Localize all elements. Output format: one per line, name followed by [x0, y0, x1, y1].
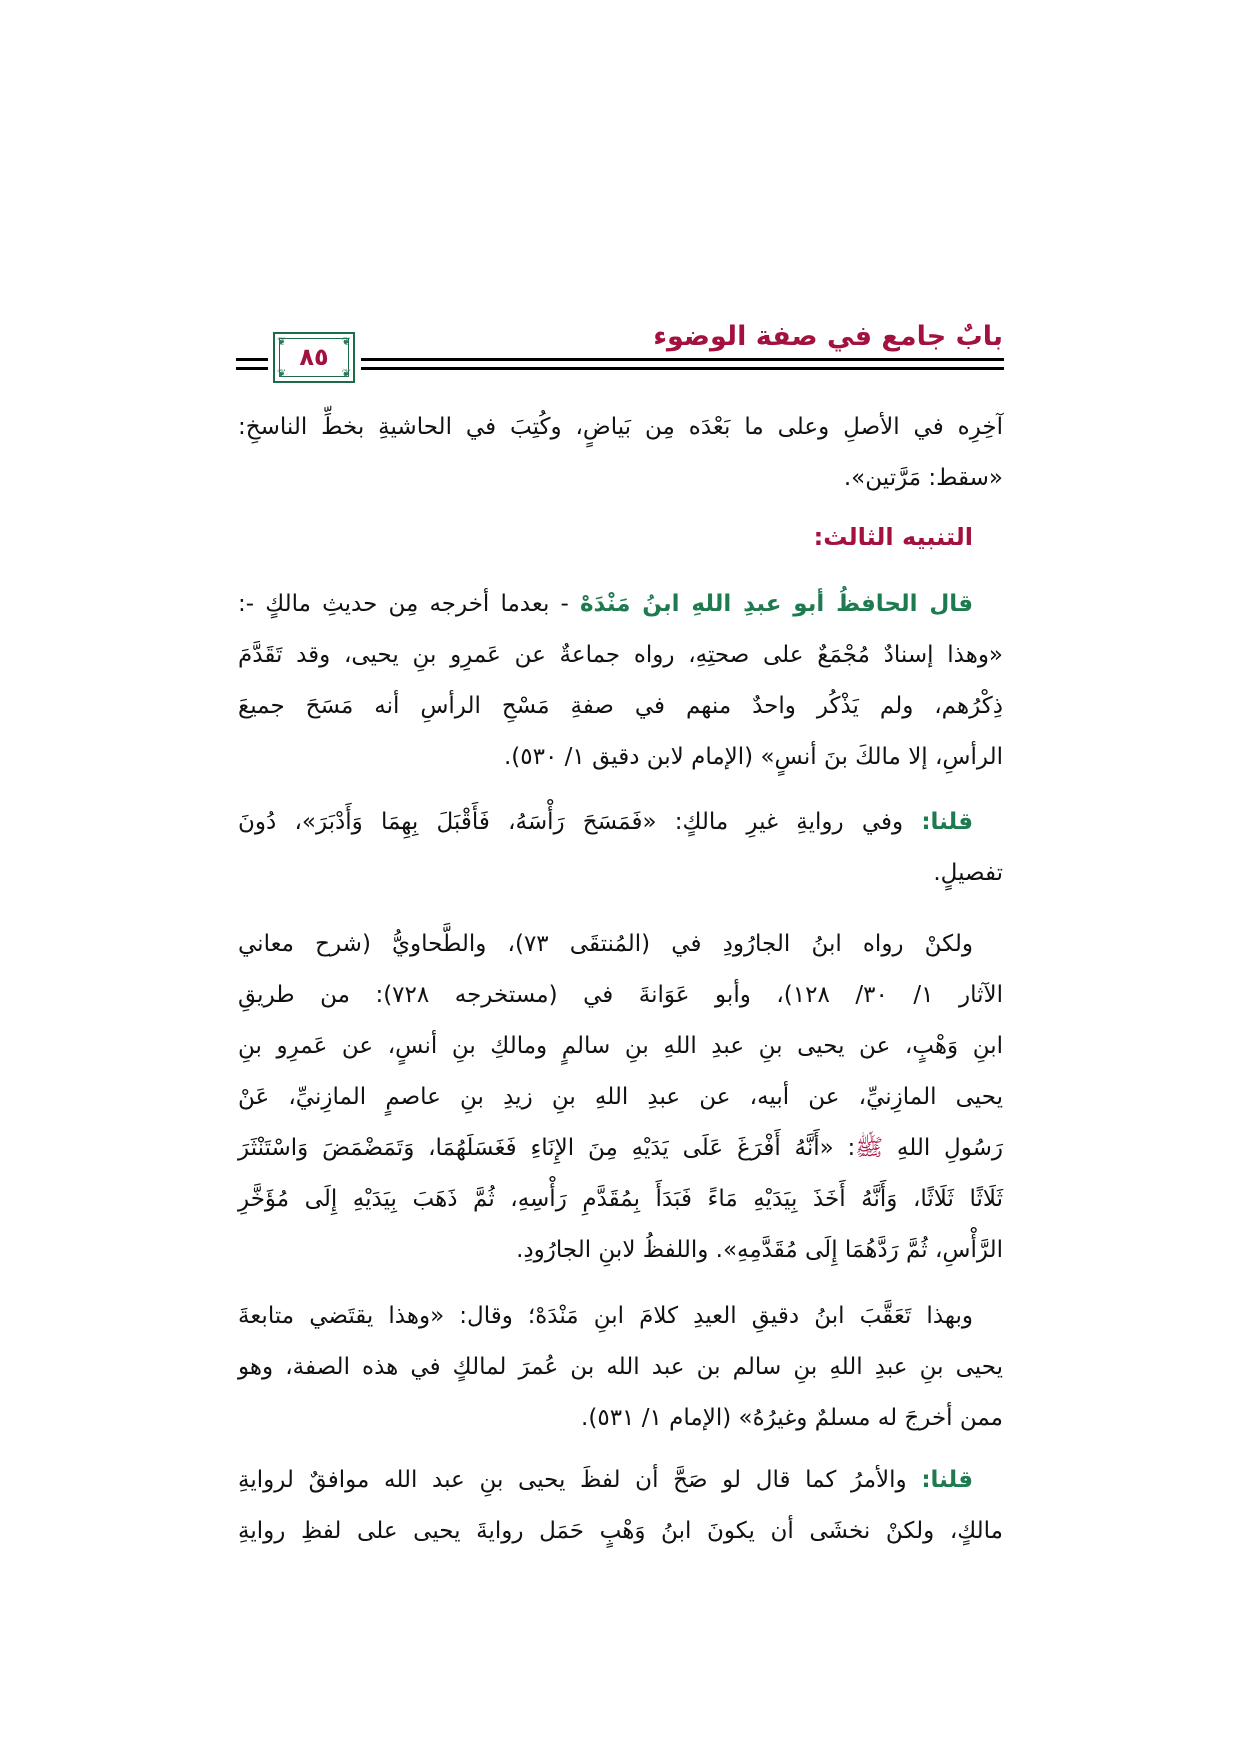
speaker-lead: قلنا:	[921, 809, 973, 835]
header-rule-left-bottom	[236, 367, 268, 370]
paragraph-ibn-al-jarud	[238, 919, 1003, 1276]
text-line: تفصيلٍ.	[933, 860, 1003, 886]
paragraph-ibn-daqiq	[238, 1291, 1003, 1444]
speaker-lead: قلنا:	[921, 1467, 973, 1493]
text-segment: رَسُولِ اللهِ	[883, 1135, 1004, 1161]
page-number-frame	[273, 332, 355, 383]
text-line: الآثار ١/ ٣٠/ ١٢٨)، وأبو عَوَانةَ في (مستخرجه ٧٢٨): من طريقِ	[238, 982, 1003, 1008]
text-line: يحيى المازِنيِّ، عن أبيه، عن عبدِ اللهِ بنِ زيدِ بنِ عاصمٍ المازِنيِّ، عَنْ	[238, 1084, 1003, 1110]
ornament-icon: ❦	[277, 367, 287, 380]
text-line: يحيى بنِ عبدِ اللهِ بنِ سالم بن عبد الله بن عُمرَ لمالكٍ في هذه الصفة، وهو	[238, 1354, 1003, 1380]
text-line: ولكنْ رواه ابنُ الجارُودِ في (المُنتقَى ٧٣)، والطَّحاويُّ (شرح معاني	[238, 931, 973, 957]
text-line: «سقط: مَرَّتين».	[843, 465, 1003, 491]
text-line: آخِرِه في الأصلِ وعلى ما بَعْدَه مِن بَياضٍ، وكُتِبَ في الحاشيةِ بخطِّ الناسخِ:	[238, 414, 1003, 440]
header-rule-right-top	[361, 358, 1004, 361]
text-segment: وفي روايةِ غيرِ مالكٍ: «فَمَسَحَ رَأْسَهُ، فَأَقْبَلَ بِهِمَا وَأَدْبَرَ»، دُونَ	[238, 809, 922, 835]
text-segment: - بعدما أخرجه مِن حديثِ مالكٍ -:	[238, 591, 580, 617]
header-rule-left-top	[236, 358, 268, 361]
text-line: ثَلَاثًا ثَلَاثًا، وَأَنَّهُ أَخَذَ بِيَدَيْهِ مَاءً فَبَدَأَ بِمُقَدَّمِ رَأْسِهِ، ثُمَّ ذَهَبَ بِيَدَيْهِ إِلَى مُؤَخَّرِ	[238, 1186, 1003, 1212]
chapter-title: بابٌ جامع في صفة الوضوء	[653, 321, 1003, 352]
text-line	[238, 1455, 1003, 1506]
text-line: وبهذا تَعَقَّبَ ابنُ دقيقِ العيدِ كلامَ ابنِ مَنْدَهْ؛ وقال: «وهذا يقتَضي متابعةَ	[238, 1303, 973, 1329]
speaker-lead: قال الحافظُ أبو عبدِ اللهِ ابنُ مَنْدَهْ	[579, 591, 974, 617]
text-line: ابنِ وَهْبٍ، عن يحيى بنِ عبدِ اللهِ بنِ سالمٍ ومالكِ بنِ أنسٍ، عن عَمرِو بنِ	[238, 1033, 1003, 1059]
text-segment: والأمرُ كما قال لو صَحَّ أن لفظَ يحيى بنِ عبد الله موافقٌ لروايةِ	[238, 1467, 922, 1493]
section-heading: التنبيه الثالث:	[813, 523, 973, 551]
text-line: ذِكْرُهم، ولم يَذْكُر واحدٌ منهم في صفةِ مَسْحِ الرأسِ أنه مَسَحَ جميعَ	[238, 693, 1003, 719]
text-segment: : «أَنَّهُ أَفْرَغَ عَلَى يَدَيْهِ مِنَ الإِنَاءِ فَغَسَلَهُمَا، وَتَمَضْمَضَ وَاسْتَنْثَرَ	[238, 1135, 856, 1161]
text-line: مالكٍ، ولكنْ نخشَى أن يكونَ ابنُ وَهْبٍ حَمَل روايةَ يحيى على لفظِ روايةِ	[238, 1518, 1003, 1544]
ornament-icon: ❦	[341, 335, 351, 348]
paragraph-ibn-mandah	[238, 579, 1003, 783]
text-line: الرأسِ، إلا مالكَ بنَ أنسٍ» (الإمام لابن دقيق ١/ ٥٣٠).	[503, 744, 1003, 770]
header-rule-right-bottom	[361, 367, 1004, 370]
paragraph-qulna-2	[238, 1455, 1003, 1557]
text-line: «وهذا إسنادٌ مُجْمَعٌ على صحتِهِ، رواه جماعةٌ عن عَمرِو بنِ يحيى، وقد تَقَدَّمَ	[238, 642, 1003, 668]
ornament-icon: ❦	[341, 367, 351, 380]
paragraph-continuation	[238, 402, 1003, 504]
page-number: ٨٥	[299, 343, 329, 371]
text-line	[238, 1123, 1003, 1174]
text-line: الرَّأْسِ، ثُمَّ رَدَّهُمَا إِلَى مُقَدَّمِهِ». واللفظُ لابنِ الجارُودِ.	[516, 1237, 1003, 1263]
salutation-glyph: ﷺ	[855, 1135, 884, 1161]
text-line: ممن أخرجَ له مسلمٌ وغيرُهُ» (الإمام ١/ ٥٣١).	[581, 1405, 1003, 1431]
text-line	[238, 797, 1003, 848]
paragraph-qulna-1	[238, 797, 1003, 899]
ornament-icon: ❦	[277, 335, 287, 348]
text-line	[238, 579, 1003, 630]
